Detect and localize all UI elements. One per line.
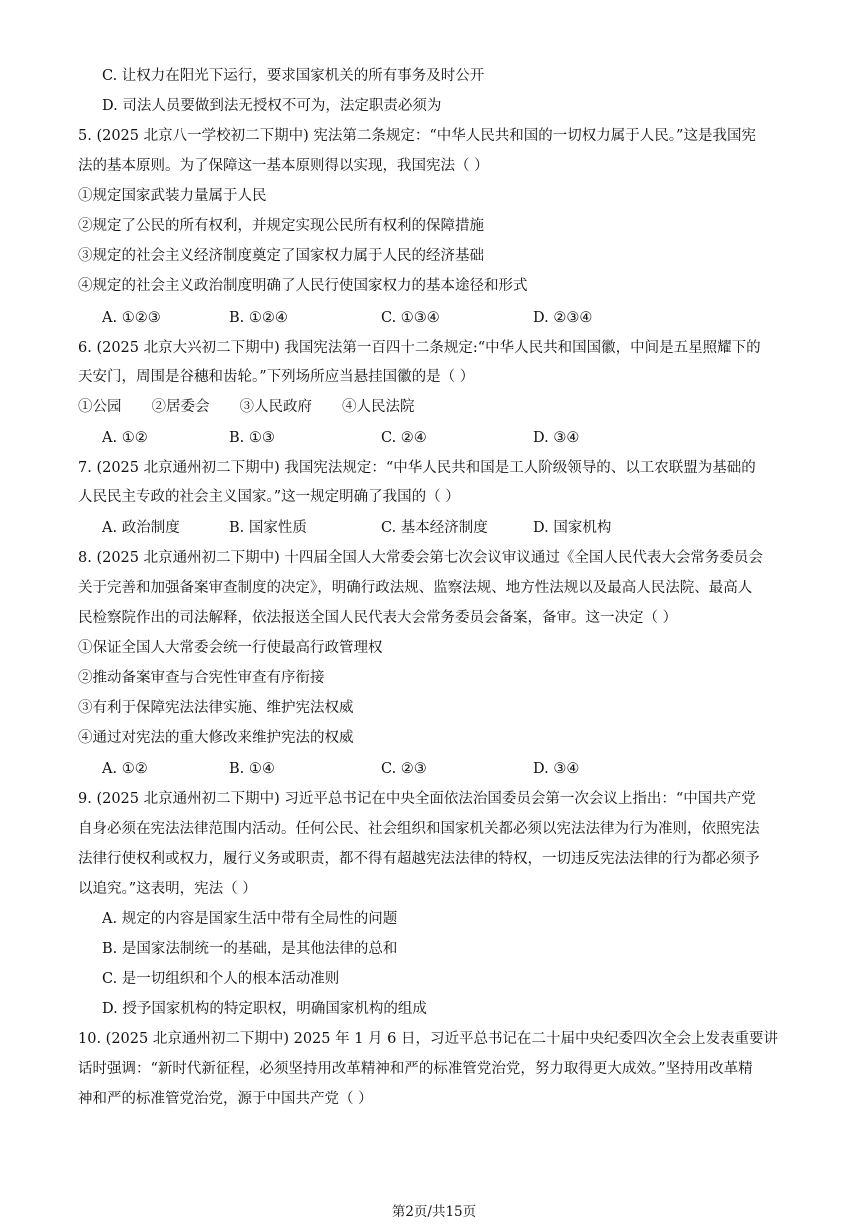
q6-item-1: ①公园 — [78, 399, 122, 415]
q6-item-4: ④人民法院 — [342, 399, 415, 415]
q9-stem-line4: 以追究。”这表明，宪法（ ） — [78, 881, 257, 897]
q5-option-c: C. ①③④ — [381, 310, 440, 326]
q8-item-4: ④通过对宪法的重大修改来维护宪法的权威 — [78, 730, 354, 746]
q6-item-2: ②居委会 — [151, 399, 210, 415]
q9-option-d: D. 授予国家机构的特定职权，明确国家机构的组成 — [102, 1001, 427, 1017]
q5-option-d: D. ②③④ — [533, 310, 593, 326]
q8-option-a: A. ①② — [102, 761, 148, 777]
q5-item-4: ④规定的社会主义政治制度明确了人民行使国家权力的基本途径和形式 — [78, 278, 528, 294]
q4-option-c: C. 让权力在阳光下运行，要求国家机关的所有事务及时公开 — [102, 68, 485, 84]
q7-option-c: C. 基本经济制度 — [381, 520, 488, 536]
q6-option-a: A. ①② — [102, 430, 148, 446]
q10-stem-line1: 10. (2025 北京通州初二下期中) 2025 年 1 月 6 日，习近平总书记在二十届中央纪委四次全会上发表重要讲 — [78, 1031, 778, 1047]
q8-stem-line3: 民检察院作出的司法解释，依法报送全国人民代表大会常务委员会备案，备审。这一决定（ ） — [78, 610, 678, 626]
q6-items — [78, 397, 798, 417]
q5-stem-line1: 5. (2025 北京八一学校初二下期中) 宪法第二条规定：“中华人民共和国的一切权力属于人民。”这是我国宪 — [78, 128, 756, 144]
q6-options — [102, 428, 802, 448]
q10-stem-line3: 神和严的标准管党治党，源于中国共产党（ ） — [78, 1091, 373, 1107]
q9-option-c: C. 是一切组织和个人的根本活动准则 — [102, 971, 340, 987]
q5-option-b: B. ①②④ — [229, 310, 288, 326]
q5-option-a: A. ①②③ — [102, 310, 161, 326]
q5-item-2: ②规定了公民的所有权利，并规定实现公民所有权利的保障措施 — [78, 218, 484, 234]
q9-stem-line2: 自身必须在宪法法律范围内活动。任何公民、社会组织和国家机关都必须以宪法法律为行为准则，依照宪法 — [78, 821, 760, 837]
page-number: 第2页/共15页 — [391, 1204, 477, 1220]
q9-option-a: A. 规定的内容是国家生活中带有全局性的问题 — [102, 911, 398, 927]
q7-option-d: D. 国家机构 — [533, 520, 612, 536]
q6-stem-line2: 天安门，周围是谷穗和齿轮。”下列场所应当悬挂国徽的是（ ） — [78, 369, 475, 385]
q5-item-1: ①规定国家武装力量属于人民 — [78, 188, 267, 204]
q8-option-d: D. ③④ — [533, 761, 580, 777]
q4-option-d: D. 司法人员要做到法无授权不可为，法定职责必须为 — [102, 98, 442, 114]
q6-item-3: ③人民政府 — [239, 399, 312, 415]
q7-option-a: A. 政治制度 — [102, 520, 180, 536]
q6-option-b: B. ①③ — [229, 430, 275, 446]
q7-options — [102, 518, 802, 538]
q7-stem-line1: 7. (2025 北京通州初二下期中) 我国宪法规定：“中华人民共和国是工人阶级领导的、以工农联盟为基础的 — [78, 460, 756, 476]
q10-stem-line2: 话时强调：“新时代新征程，必须坚持用改革精神和严的标准管党治党，努力取得更大成效。”坚持用改革精 — [78, 1061, 753, 1077]
q6-option-c: C. ②④ — [381, 430, 427, 446]
q8-option-c: C. ②③ — [381, 761, 427, 777]
q6-stem-line1: 6. (2025 北京大兴初二下期中) 我国宪法第一百四十二条规定:“中华人民共和国国徽，中间是五星照耀下的 — [78, 340, 761, 356]
q5-options — [102, 308, 802, 328]
q7-stem-line2: 人民民主专政的社会主义国家。”这一规定明确了我国的（ ） — [78, 489, 460, 505]
q6-option-d: D. ③④ — [533, 430, 580, 446]
q9-stem-line3: 法律行使权利或权力，履行义务或职责，都不得有超越宪法法律的特权，一切违反宪法法律的行为都必须予 — [78, 851, 760, 867]
q5-item-3: ③规定的社会主义经济制度奠定了国家权力属于人民的经济基础 — [78, 248, 484, 264]
q8-item-2: ②推动备案审查与合宪性审查有序衔接 — [78, 670, 325, 686]
q9-stem-line1: 9. (2025 北京通州初二下期中) 习近平总书记在中央全面依法治国委员会第一次会议上指出：“中国共产党 — [78, 791, 756, 807]
q8-option-b: B. ①④ — [229, 761, 275, 777]
q7-option-b: B. 国家性质 — [229, 520, 307, 536]
q5-stem-line2: 法的基本原则。为了保障这一基本原则得以实现，我国宪法（ ） — [78, 158, 489, 174]
q9-option-b: B. 是国家法制统一的基础，是其他法律的总和 — [102, 941, 398, 957]
q8-stem-line1: 8. (2025 北京通州初二下期中) 十四届全国人大常委会第七次会议审议通过《全国人民代表大会常务委员会 — [78, 550, 763, 566]
q8-stem-line2: 关于完善和加强备案审查制度的决定》，明确行政法规、监察法规、地方性法规以及最高人民法院、最高人 — [78, 580, 753, 596]
q8-item-3: ③有利于保障宪法法律实施、维护宪法权威 — [78, 700, 354, 716]
q8-item-1: ①保证全国人大常委会统一行使最高行政管理权 — [78, 640, 383, 656]
q8-options — [102, 759, 802, 779]
